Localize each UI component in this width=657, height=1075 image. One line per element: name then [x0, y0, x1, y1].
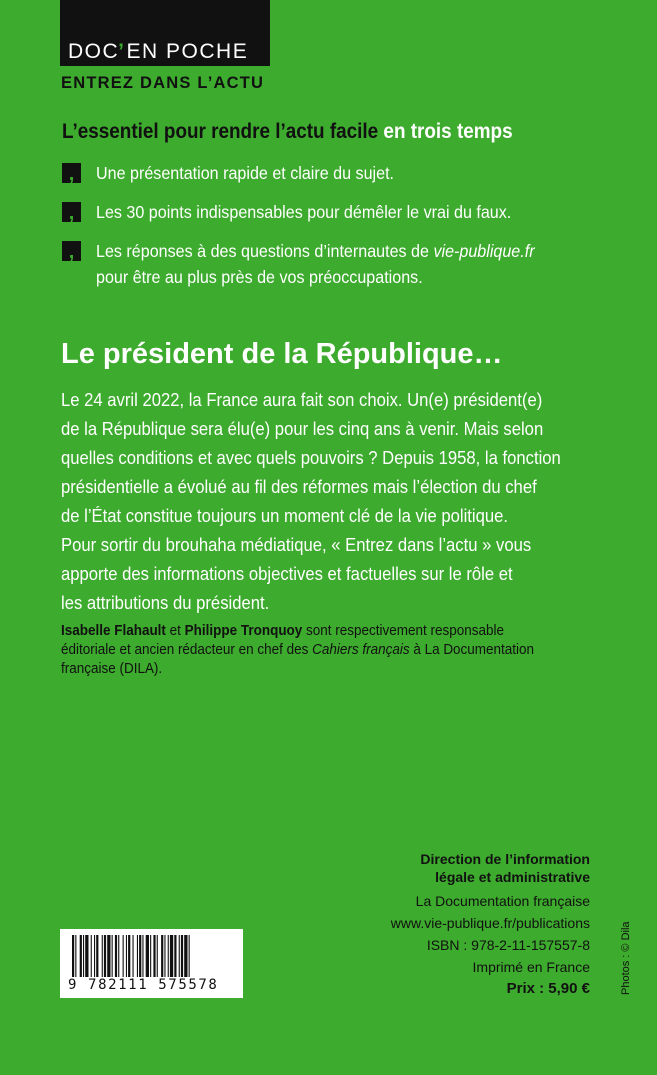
barcode-number: 9 782111 575578: [68, 977, 219, 993]
feature-item: , Une présentation rapide et claire du sujet.: [62, 160, 622, 186]
book-title: Le président de la République…: [61, 338, 503, 370]
feature-item: , Les 30 points indispensables pour démêler le vrai du faux.: [62, 199, 622, 225]
price: Prix : 5,90 €: [506, 980, 590, 997]
description-line: Le 24 avril 2022, la France aura fait son choix. Un(e) président(e): [61, 389, 543, 410]
description-line: apporte des informations objectives et factuelles sur le rôle et: [61, 563, 513, 584]
isbn: ISBN : 978-2-11-157557-8: [426, 937, 590, 953]
barcode: [60, 929, 243, 998]
description-line: Pour sortir du brouhaha médiatique, « Entrez dans l’actu » vous: [61, 534, 532, 555]
description-line: de la République sera élu(e) pour les cinq ans à venir. Mais selon: [61, 418, 544, 439]
intro-heading: L’essentiel pour rendre l’actu facile en trois temps: [62, 120, 513, 143]
feature-item: , Les réponses à des questions d’internautes de vie-publique.fr pour être au plus près de vos préoccupations.: [62, 238, 622, 290]
publisher-org: Direction de l’information légale et administrative: [420, 851, 590, 885]
photo-credit: Photos : © Dila: [620, 921, 632, 995]
collection-logo: [60, 0, 270, 66]
author-name: Isabelle Flahault: [61, 623, 166, 639]
feature-list: [62, 160, 622, 303]
description-line: présidentielle a évolué au fil des réformes mais l’élection du chef: [61, 476, 537, 497]
intro-highlight: en trois temps: [383, 120, 513, 143]
logo-text: DOC’EN POCHE: [68, 40, 249, 63]
description-line: les attributions du président.: [61, 592, 270, 613]
publisher-url: www.vie-publique.fr/publications: [390, 915, 590, 931]
website-link[interactable]: vie-publique.fr: [433, 241, 535, 261]
description-line: de l’État constitue toujours un moment clé de la vie politique.: [61, 505, 509, 526]
comma-bullet-icon: ,: [62, 241, 81, 261]
description-line: quelles conditions et avec quels pouvoirs ? Depuis 1958, la fonction: [61, 447, 561, 468]
description: [61, 385, 596, 617]
publisher-name: La Documentation française: [415, 893, 590, 909]
publication-name: Cahiers français: [312, 642, 410, 658]
logo-comma: ’: [118, 40, 126, 63]
comma-bullet-icon: ,: [62, 163, 81, 183]
author-name: Philippe Tronquoy: [184, 623, 303, 639]
author-bio: Isabelle Flahault et Philippe Tronquoy sont respectivement responsable éditoriale et ancien rédacteur en chef des Cahiers français à La Documentation française (DILA).: [61, 623, 535, 677]
comma-bullet-icon: ,: [62, 202, 81, 222]
printed-in: Imprimé en France: [472, 959, 590, 975]
publisher-info: [391, 850, 590, 1000]
collection-name: ENTREZ DANS L’ACTU: [61, 74, 265, 92]
barcode-bars: [60, 929, 243, 979]
